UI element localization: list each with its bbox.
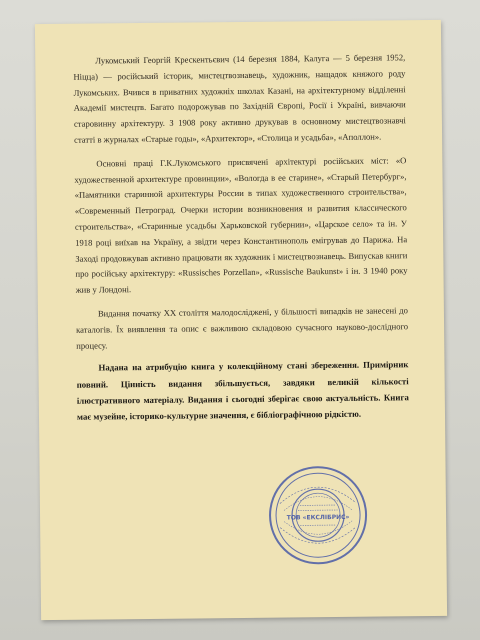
paragraph-works: Основні праці Г.К.Лукомського присвячені архітектурі російських міст: «О художественной архитектуре провинции», «Вологда в ее старине», «Старый Петербург», «Памятники старинной архитектуры России в типах художественного строительства», «Современный Петроград. Очерки истории возникновения и развития классического строительства», «Старинные усадьбы Харьковской губернии», «Царское село» та ін. У 1918 році виїхав на Україну, а звідти через Константинополь емігрував до Парижа. На Заході продовжував активно працювати як художник і мистецтвознавець. Випускав книги про російську архітектуру: «Russisches Porzellan», «Russische Baukunst» і ін. З 1940 року жив у Лондоні. — [74, 155, 408, 295]
stamp-label: ТОВ «ЕКСЛІБРИС» — [286, 513, 350, 522]
paragraph-research: Видання початку ХХ століття малодосліджені, у більшості випадків не занесені до каталогів. Їх виявлення та опис є важливою складовою сучасного науково-дослідного процесу. — [76, 305, 409, 351]
seal-stamp-icon — [266, 463, 371, 568]
document-body — [73, 50, 409, 433]
paragraph-conclusion: Надана на атрибуцію книга у колекційному стані збереження. Примірник повний. Цінність видання збільшується, завдяки великій кількості ілюстративного матеріалу. Видання і сьогодні зберігає свою актуальність. Книга має музейне, історико-культурне значення, є бібліографічною рідкістю. — [76, 359, 409, 422]
document-page — [35, 20, 447, 620]
paragraph-biography: Лукомський Георгій Крескентьєвич (14 березня 1884, Калуга — 5 березня 1952, Ніцца) — російський історик, мистецтвознавець, художник, нащадок княжого роду Лукомських. Вчився в приватних художніх школах Казані, на архітектурному відділенні Академії мистецтв. Багато подорожував по Західній Європі, Росії і Україні, вивчаючи старовинну архітектуру. З 1908 року активно друкував в основному мистецтвознавчі статті в журналах «Старые годы», «Архитектор», «Столица и усадьба», «Аполлон». — [73, 52, 406, 145]
